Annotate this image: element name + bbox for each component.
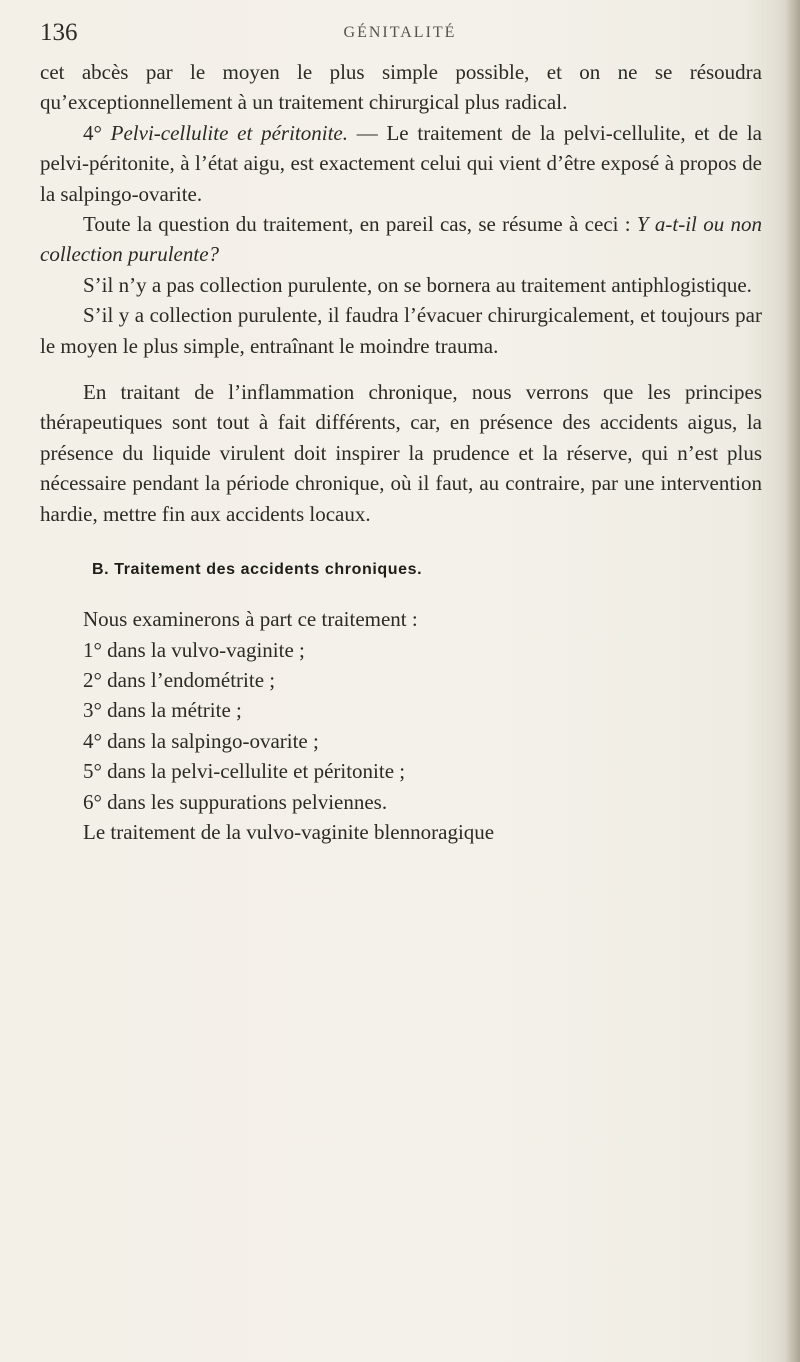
section-heading: B. Traitement des accidents chroniques. [92, 561, 423, 579]
page-number: 136 [40, 19, 78, 46]
list-item: 1° dans la vulvo-vaginite ; [83, 637, 305, 662]
section-intro: Nous examinerons à part ce traitement : [83, 607, 418, 632]
list-item: 2° dans l’endométrite ; [83, 667, 276, 692]
question-text: Y a-t-il ou non collection purulente? [40, 212, 762, 267]
item-text: — Le traitement de la pelvi-cellulite, et de la pelvi-péritonite, à l’état aigu, est exactement celui qui vient d’être exposé à propos de la salpingo-ovarite. [40, 120, 762, 206]
question-intro: Toute la question du traitement, en pareil cas, se résume à ceci : [83, 212, 637, 237]
paragraph-question [40, 209, 762, 270]
paragraph-gap [40, 361, 762, 377]
paragraph-pelvi-cellulite [40, 118, 762, 209]
page-header [40, 15, 760, 51]
paragraph-chronic: En traitant de l’inflammation chronique, nous verrons que les principes thérapeutiques sont tout à fait différents, car, en présence des accidents aigus, la présence du liquide virulent doit inspirer la prudence et la réserve, qui n’est plus nécessaire pendant la période chronique, où il faut, au contraire, par une intervention hardie, mettre fin aux accidents locaux. [40, 380, 762, 526]
list-item: 5° dans la pelvi-cellulite et péritonite ; [83, 759, 406, 784]
paragraph-collection: S’il y a collection purulente, il faudra l’évacuer chirurgicalement, et toujours par le moyen le plus simple, entraînant le moindre trauma. [40, 303, 762, 358]
item-title: Pelvi-cellulite et péritonite. [110, 120, 348, 145]
running-head: GÉNITALITÉ [343, 24, 457, 41]
list-item: 3° dans la métrite ; [83, 698, 242, 723]
item-number: 4° [83, 120, 102, 145]
paragraph-no-collection: S’il n’y a pas collection purulente, on se bornera au traitement antiphlogistique. [83, 272, 752, 297]
page-binding-edge [786, 0, 800, 1362]
last-line: Le traitement de la vulvo-vaginite blennoragique [83, 819, 495, 844]
list-item: 6° dans les suppurations pelviennes. [83, 789, 388, 814]
paragraph-abscess: cet abcès par le moyen le plus simple possible, et on ne se résoudra qu’exceptionnellement à un traitement chirurgical plus radical. [40, 60, 762, 115]
page-body [40, 57, 762, 847]
list-item: 4° dans la salpingo-ovarite ; [83, 728, 319, 753]
